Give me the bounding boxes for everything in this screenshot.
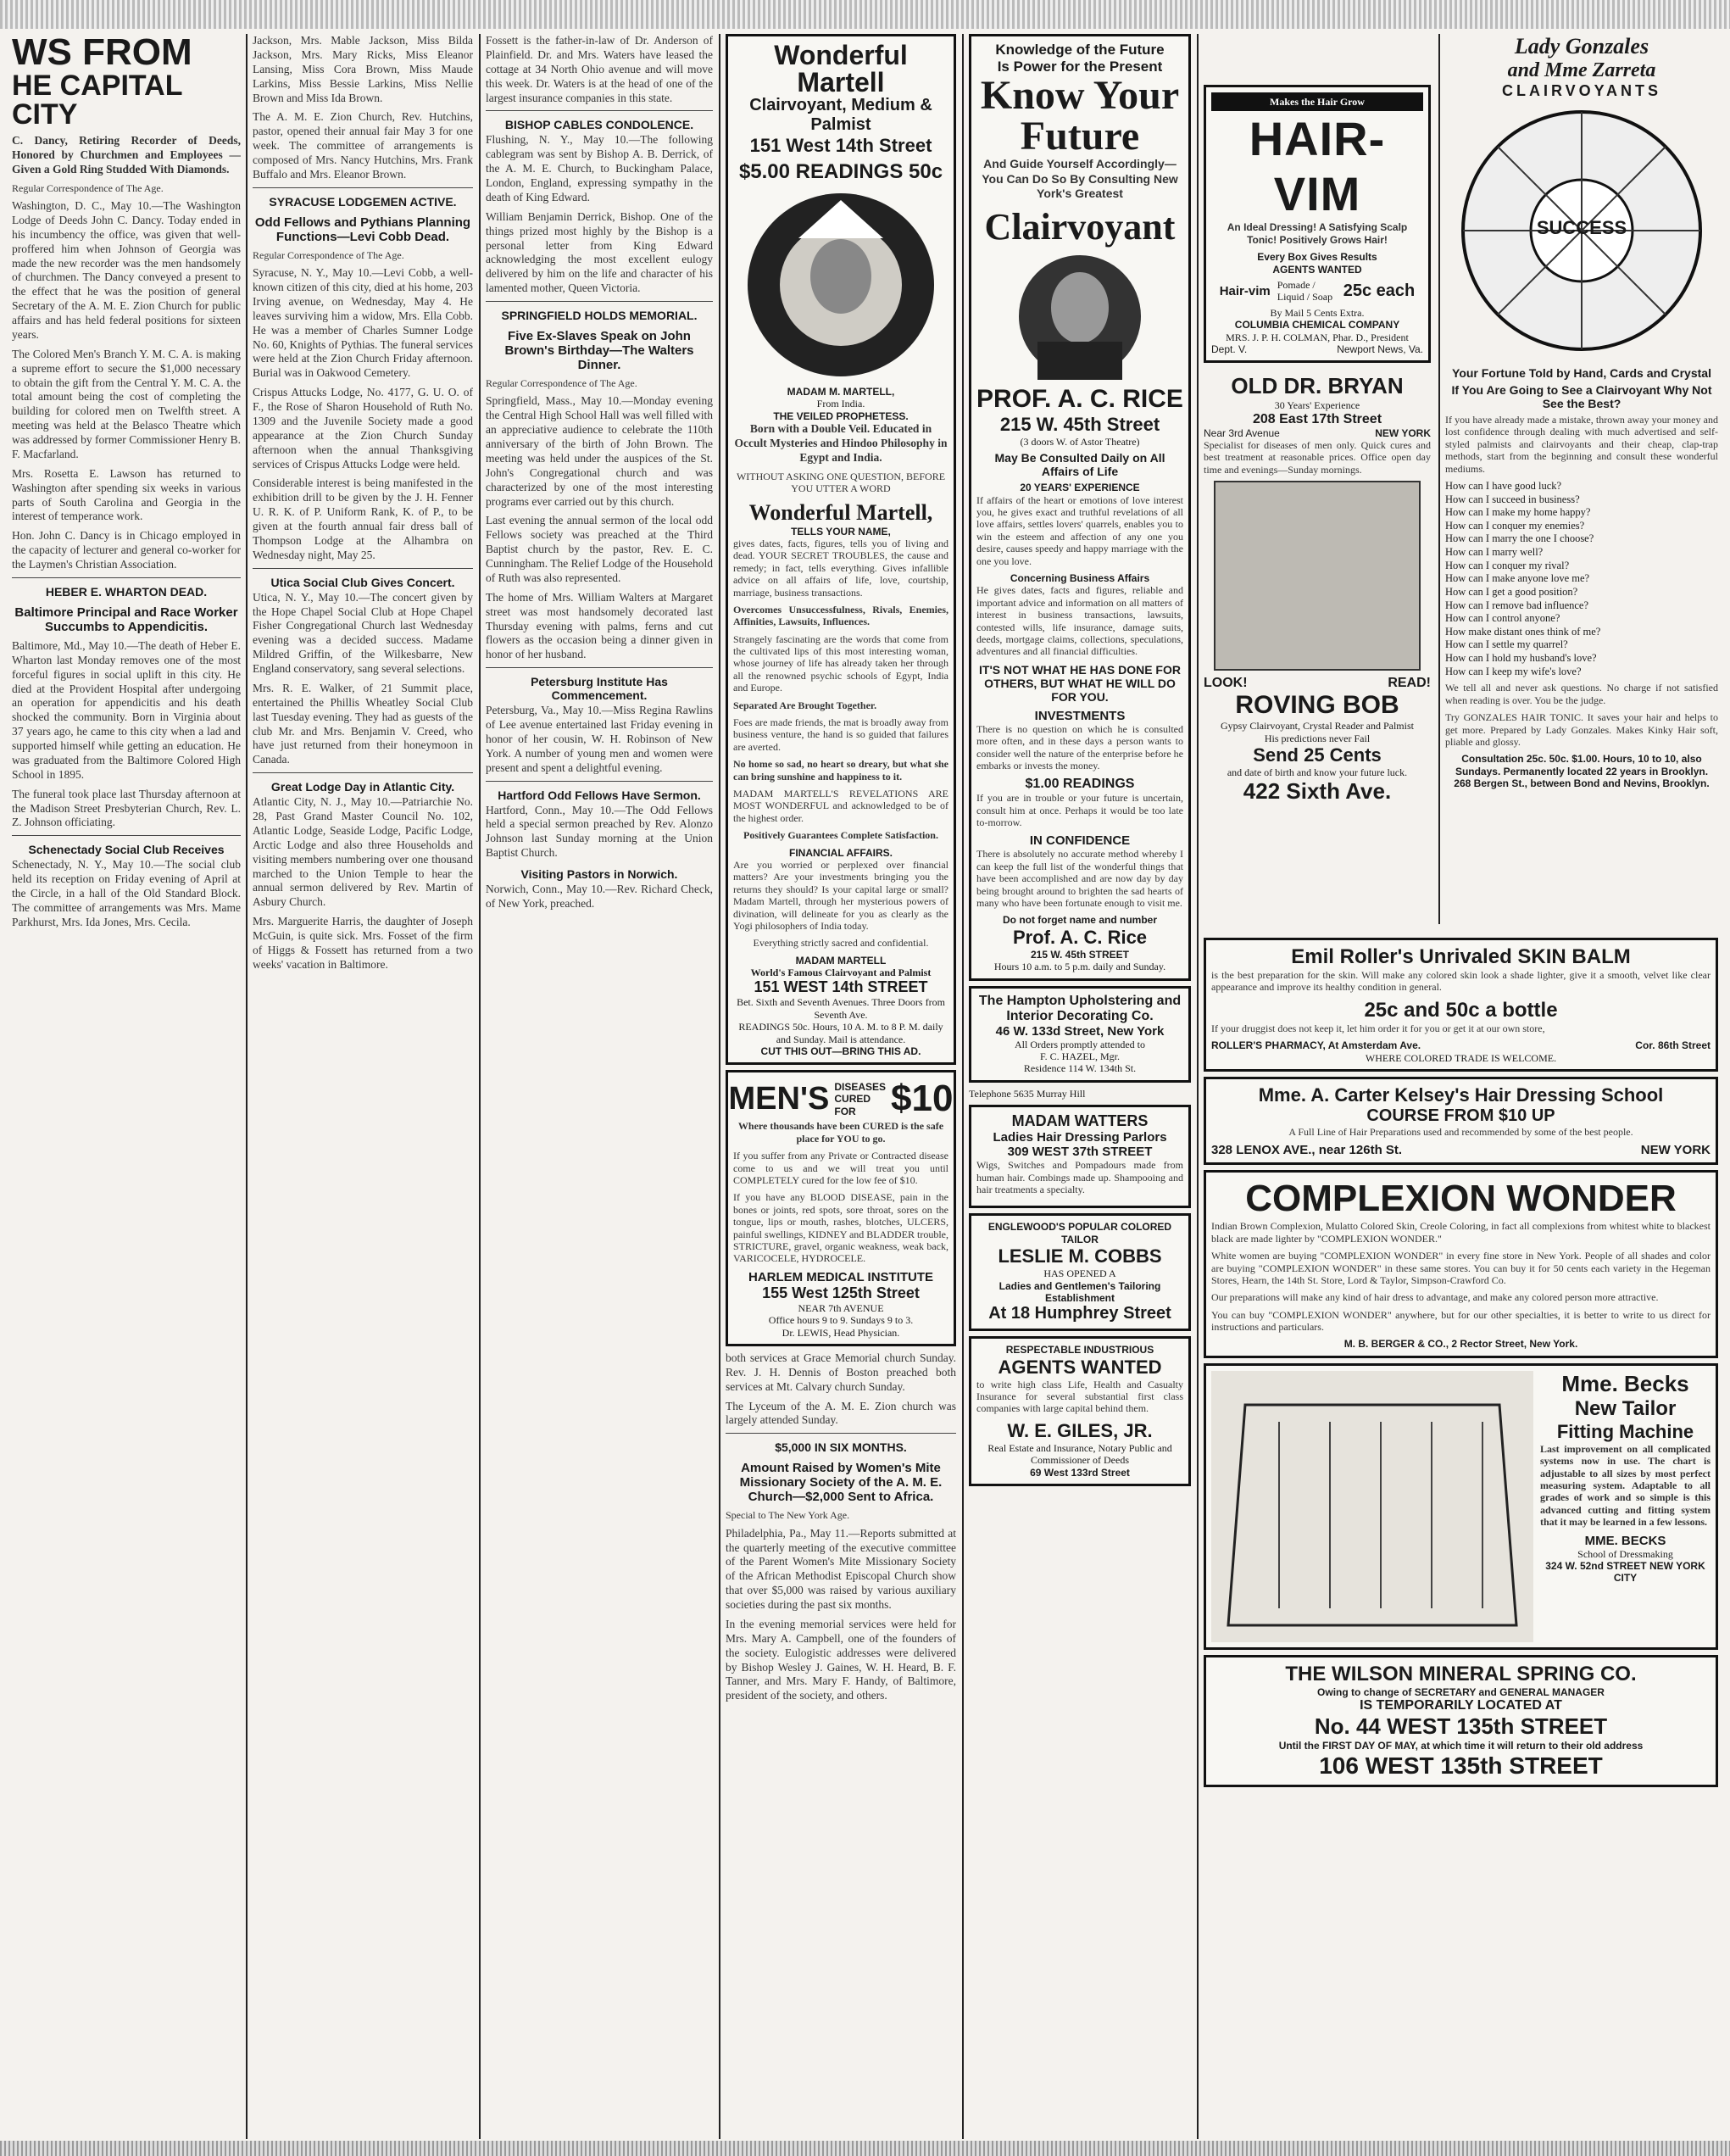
paragraph: Utica, N. Y., May 10.—The concert given by the Hope Chapel Social Club at Hope Chapel Fisher Congregational Church last Wednesday evening was a decided success. Madame Mildred Griffin, of the Wilkesbarre, New England conservatory, sang several selections. [253,590,473,676]
ad-text: ENGLEWOOD'S POPULAR COLORED TAILOR [987,1221,1172,1245]
ad-text: LOOK! [1204,676,1248,691]
ad-address: 215 W. 45th STREET [1030,948,1130,961]
question-item: How can I settle my quarrel? [1445,638,1568,651]
ad-text: Where thousands have been CURED is the safe place for YOU to go. [737,1120,944,1145]
ad-text: Newport News, Va. [1337,343,1423,355]
ad-text: No home so sad, no heart so dreary, but what she can bring sunshine and happiness to it. [733,758,948,783]
ad-text: Separated Are Brought Together. [733,699,877,711]
ad-title: Know Your [980,73,1180,118]
question-item: How can I keep my wife's love? [1445,665,1582,677]
ad-address: 69 West 133rd Street [1030,1466,1130,1479]
paragraph: Philadelphia, Pa., May 11.—Reports submitted at the quarterly meeting of the executive committee of the Parent Women's Mite Missionary Society of the African Methodist Episcopal Church show that over $5,000 was raised by various auxiliary societies during the past six months. [726,1526,956,1612]
ad-text: Bet. Sixth and Seventh Avenues. Three Doors from Seventh Ave. [737,996,945,1021]
ad-address: 324 W. 52nd STREET NEW YORK CITY [1545,1559,1705,1585]
ad-text: Office hours 9 to 9. Sundays 9 to 3. [768,1314,914,1327]
ad-text: There is no question on which he is consulted more often, and in these days a person wants to consider well the nature of the enterprise before he embarks or invests the money. [976,722,1183,772]
paragraph: Mrs. Rosetta E. Lawson has returned to Washington after spending six weeks in various parts of South Carolina and Georgia in the interest of temperance work. [12,466,241,523]
ad-text: Your Fortune Told by Hand, Cards and Crystal [1452,366,1711,380]
question-list [1445,480,1718,678]
question-item: How can I conquer my enemies? [1445,519,1585,532]
hampton-ad [969,986,1191,1083]
ad-company: COLUMBIA CHEMICAL COMPANY [1234,319,1400,331]
portrait-illustration [1012,253,1148,380]
column-rule [1197,34,1199,2139]
paragraph: both services at Grace Memorial church Sunday. Rev. J. H. Dennis of Boston preached both services at Mt. Calvary church Sunday. [726,1351,956,1393]
ad-text: Hair-vim [1219,283,1271,298]
ad-text: If affairs of the heart or emotions of love interest you, he gives exact and truthful revelations of all love affairs, settles lovers' quarrels, enables you to win the esteem and affection of any one you desire, causes speedy and happy marriage with the one you love. [976,493,1183,567]
ad-text: NEW YORK [1375,426,1431,439]
ad-text: READ! [1388,676,1431,691]
byline: Special to The New York Age. [726,1509,850,1522]
ad-title: OLD DR. BRYAN [1231,373,1404,399]
ad-title: Fitting Machine [1556,1420,1694,1442]
ad-text: Near 3rd Avenue [1204,426,1280,439]
ad-title: MEN'S [728,1080,830,1117]
section-subheading: Amount Raised by Women's Mite Missionary Society of the A. M. E. Church—$2,000 Sent to Africa. [739,1461,943,1505]
ad-text: IS TEMPORARILY LOCATED AT [1360,1698,1562,1713]
paragraph: Mrs. Marguerite Harris, the daughter of Joseph McGuin, is quite sick. Mrs. Fosset of the firm of Higgs & Fossett has returned from a two weeks' vacation in Baltimore. [253,915,473,971]
ad-subtitle: DISEASES CURED FOR [834,1080,887,1117]
section-heading: Great Lodge Day in Atlantic City. [270,780,455,794]
column-3 [486,34,713,2139]
ad-text: CUT THIS OUT—BRING THIS AD. [760,1045,921,1058]
ad-address: 155 West 125th Street [762,1284,920,1301]
byline: Regular Correspondence of The Age. [12,181,164,194]
ad-title: New Tailor [1574,1396,1677,1420]
ad-text: Try GONZALES HAIR TONIC. It saves your hair and helps to get more. Prepared by Lady Gonzales. Makes Kinky Hair soft, pliable and glossy. [1445,711,1718,748]
ad-text: Strangely fascinating are the words that come from the cultivated lips of this most interesting woman, whose journey of life has already taken her through all the renowned psychic schools of Egypt, India and Europe. [733,632,948,694]
column-4 [726,34,956,2139]
veiled-prophetess-illustration [739,187,943,382]
ad-text: Overcomes Unsuccessfulness, Rivals, Enemies, Affinities, Lawsuits, Influences. [733,603,948,628]
paragraph: The A. M. E. Zion Church, Rev. Hutchins, pastor, opened their annual fair May 3 for one week. The committee of arrangements is composed of Mrs. Nancy Hutchins, Mrs. Frank Buffalo and Mrs. Eleanor Brown. [253,110,473,181]
section-subheading: Five Ex-Slaves Speak on John Brown's Birthday—The Walters Dinner. [504,329,694,372]
wilson-mineral-spring-ad [1204,1655,1718,1787]
complexion-wonder-ad [1204,1170,1718,1358]
ad-text: Real Estate and Insurance, Notary Public and Commissioner of Deeds [987,1441,1172,1467]
ad-text: World's Famous Clairvoyant and Palmist [750,967,932,979]
success-label: SUCCESS [1536,217,1627,238]
ad-title: The Hampton Upholstering and [978,993,1182,1008]
paragraph: Flushing, N. Y., May 10.—The following cablegram was sent by Bishop A. B. Derrick, of the A. M. E. Church, to Buckingham Palace, London, England, expressing sympathy in the death of King Edward. [486,133,713,203]
paragraph: The funeral took place last Thursday afternoon at the Madison Street Presbyterian Church, Rev. L. Z. Johnson officiating. [12,787,241,829]
ad-text: Are you worried or perplexed over financial matters? Are your investments bringing you the returns they should? Is your capital large or small? Madam Martell, through her mysterious powers of divination, will delineate for you as clearly as the Yogi philosophers of India today. [733,858,948,932]
byline: Regular Correspondence of The Age. [253,248,404,261]
fitting-machine-illustration [1211,1371,1533,1642]
caption: From India. [816,398,865,410]
ad-title: THE WILSON MINERAL SPRING CO. [1285,1662,1637,1685]
question-item: How can I conquer my rival? [1445,559,1570,571]
wide-ads [1204,933,1718,1792]
column-2 [253,34,473,2139]
ad-text: gives dates, facts, figures, tells you of living and dead. YOUR SECRET TROUBLES, the cause and remedy; in fact, tells everything. Gives infallible advice on all affairs of life, love, courtship, marriage, business transactions. [733,537,948,599]
ad-text: NEW YORK [1640,1143,1711,1158]
paragraph: The Lyceum of the A. M. E. Zion church was largely attended Sunday. [726,1399,956,1427]
ad-text: Dept. V. [1211,343,1248,355]
ad-text: Pomade / Liquid / Soap [1277,278,1333,304]
ad-text: RESPECTABLE INDUSTRIOUS [1005,1344,1154,1357]
ad-address: 268 Bergen St., between Bond and Nevins, Brooklyn. [1454,777,1710,790]
section-subheading: Odd Fellows and Pythians Planning Functions—Levi Cobb Dead. [254,214,471,244]
paragraph: Hartford, Conn., May 10.—The Odd Fellows held a special sermon preached by Rev. Alonzo Johnson last Sunday morning at the Union Baptist Church. [486,803,713,860]
deck: C. Dancy, Retiring Recorder of Deeds, Honored by Churchmen and Employees — Given a Gold Ring Studded With Diamonds. [12,134,241,175]
ad-address: 422 Sixth Ave. [1243,778,1392,805]
question-item: How can I remove bad influence? [1445,599,1589,611]
ad-text: FINANCIAL AFFAIRS. [789,846,893,859]
ad-text: May Be Consulted Daily on All Affairs of Life [994,451,1165,479]
martell-ad [726,34,956,1065]
ad-price: $5.00 READINGS 50c [738,160,943,183]
paragraph: Schenectady, N. Y., May 10.—The social club held its reception on Friday evening of April at the Circle, in a hall of the Old Standard Block. The committee of arrangements was Mrs. Mame Parkhurst, Mrs. Ida Jones, Mrs. Cecila. [12,858,241,928]
paragraph: Baltimore, Md., May 10.—The death of Heber E. Wharton last Monday removes one of the most forceful figures in social uplift in this city. He died at the Provident Hospital after undergoing an operation for appendicitis and his death shocked the community. Born in Virginia about 37 years ago, he came to this city when a lad and supported himself while getting an education. He was graduated from the Baltimore Colored High School in 1895. [12,638,241,781]
section-subheading: Baltimore Principal and Race Worker Succumbs to Appendicitis. [14,604,238,634]
ad-text: Ladies and Gentlemen's Tailoring Establishment [999,1279,1161,1304]
section-heading: Petersburg Institute Has Commencement. [531,675,668,703]
caption: MADAM M. MARTELL, [787,386,895,398]
column-6 [1204,34,1431,924]
ad-address: At 18 Humphrey Street [988,1304,1171,1323]
ad-text: M. B. BERGER & CO., 2 Rector Street, New York. [1343,1338,1578,1351]
paragraph: Mrs. R. E. Walker, of 21 Summit place, entertained the Phillis Wheatley Social Club last Tuesday evening. They had as guests of the club Mr. and Mrs. Benjamin V. Creed, who have just returned from their honeymoon in Canada. [253,681,473,766]
ad-subtitle: Ladies Hair Dressing Parlors [993,1130,1167,1145]
ad-text: School of Dressmaking [1577,1547,1673,1560]
byline: Regular Correspondence of The Age. [486,377,637,389]
ad-text: IN CONFIDENCE [1029,833,1131,849]
section-heading: $5,000 IN SIX MONTHS. [775,1440,907,1455]
ad-text: TELLS YOUR NAME, [791,525,891,538]
paragraph: Considerable interest is being manifested in the exhibition drill to be given by the J. H. Fenner U. R. K. of P. Uniform Rank, K. of P., to be given at the fourth annual fair dress ball of Thompson Lodge at the Alhambra on Wednesday night, May 25. [253,476,473,561]
ad-text: and date of birth and know your future luck. [1227,766,1408,779]
mens-diseases-ad [726,1070,956,1345]
ad-text: Telephone 5635 Murray Hill [969,1087,1086,1100]
ad-text: We tell all and never ask questions. No charge if not satisfied when reading is over. You be the judge. [1445,682,1718,706]
ad-text: Everything strictly sacred and confidential. [753,937,929,950]
ad-title: Lady Gonzales [1514,34,1649,58]
section-heading: Visiting Pastors in Norwich. [520,867,678,882]
paragraph: The Colored Men's Branch Y. M. C. A. is making a supreme effort to secure the $1,000 necessary to obtain the gift from the Central Y. M. C. A. the total amount being the cost of completing the building for colored men on Twelfth street. A meeting was held at the Belasco Theatre which was addressed by former Commissioner Henry B. F. Macfarland. [12,347,241,460]
ad-address: 151 West 14th Street [749,135,932,156]
ad-text: WITHOUT ASKING ONE QUESTION, BEFORE YOU UTTER A WORD [736,470,946,495]
paragraph: The home of Mrs. William Walters at Margaret street was most handsomely decorated last Thursday evening with palms, ferns and cut flowers as the occasion being a dinner given in honor of her husband. [486,590,713,661]
ad-text: Every Box Gives Results [1257,251,1377,264]
question-item: How can I hold my husband's love? [1445,652,1597,665]
ad-text: Wigs, Switches and Pompadours made from human hair. Combings made up. Shampooing and hair treatments a specialty. [976,1159,1183,1195]
ad-subtitle: CLAIRVOYANTS [1501,82,1662,99]
paragraph: Washington, D. C., May 10.—The Washington Lodge of Deeds John C. Dancy. Today ended in his incumbency the office, was given that well-proffered him when Johnson of Georgia was made the new recorder was the men handsomely of churchmen. The Dancy conveyed a present to the effect that he was the position of general Secretary of the A. M. E. Zion Church for public affairs and has held federal positions for sixteen years. [12,199,241,341]
ad-address: 106 WEST 135th STREET [1319,1752,1603,1779]
caption: THE VEILED PROPHETESS. [773,409,909,422]
question-item: How make distant ones think of me? [1445,625,1601,638]
ad-text: There is absolutely no accurate method whereby I can keep the full list of the wonderful things that have been accomplished and are now day by day being brought around to brighten the sad hearts of many who have been fortunate enough to visit me. [976,848,1183,910]
ad-text: Dr. LEWIS, Head Physician. [782,1326,900,1339]
ad-text: You can buy "COMPLEXION WONDER" anywhere, but for our other specialties, it is better to write to us direct for instructions and particulars. [1211,1308,1711,1334]
paragraph: Fossett is the father-in-law of Dr. Anderson of Plainfield. Dr. and Mrs. Waters have leased the cottage at 34 North Ohio avenue and will move this week. Dr. Waters is at the head of one of the largest insurance companies in this state. [486,34,713,104]
question-item: How can I marry well? [1445,546,1544,559]
ad-subtitle: Clairvoyant, Medium & Palmist [749,96,932,134]
ad-title: and Mme Zarreta [1507,59,1656,81]
ad-text: If you have already made a mistake, thrown away your money and lost confidence through dealing with much advertised and self-styled palmists and clairvoyants and their cheap, clap-trap methods, start from the beginning and consult these wonderful mediums. [1445,414,1718,475]
question-item: How can I make anyone love me? [1445,572,1590,585]
ad-address: 151 WEST 14th STREET [754,978,928,996]
ad-text: READINGS 50c. Hours, 10 A. M. to 8 P. M. daily and Sunday. Mail is attendance. [738,1021,943,1045]
ad-text: White women are buying "COMPLEXION WONDER" in every fine store in New York. People of all shades and color are buying "COMPLEXION WONDER" in these same stores. You can buy it for 50 cents each variety in the Hegeman Stores, Hearn, the 14th St. Store, Lord & Taylor, Simpson-Crawford Co. [1211,1250,1711,1286]
kelsey-ad [1204,1077,1718,1165]
section-heading: SYRACUSE LODGEMEN ACTIVE. [269,194,457,209]
ad-intro: Born with a Double Veil. Educated in Occult Mysteries and Hindoo Philosophy in Egypt and India. [734,422,948,464]
ad-subtitle: An Ideal Dressing! A Satisfying Scalp Tonic! Positively Grows Hair! [1227,221,1408,246]
ad-text: Consultation 25c. 50c. $1.00. Hours, 10 to 10, also Sundays. Permanently located 22 years in Brooklyn. [1455,753,1709,777]
ad-text: All Orders promptly attended to [1015,1038,1145,1050]
ad-text: If You Are Going to See a Clairvoyant Why Not See the Best? [1451,383,1712,410]
giles-ad [969,1336,1191,1486]
ad-title: Emil Roller's Unrivaled SKIN BALM [1291,945,1631,968]
ad-text: A Full Line of Hair Preparations used and recommended by some of the best people. [1288,1125,1633,1138]
ad-title: Mme. Becks [1561,1370,1689,1396]
paragraph: Springfield, Mass., May 10.—Monday evening the Central High School Hall was well filled with an appreciative audience to celebrate the 110th anniversary of the birth of John Brown. The meeting was held under the auspices of the St. John's Congregational church and was characterized by one of the most interesting programs ever carried out by this church. [486,394,713,508]
ad-name: W. E. GILES, JR. [1007,1419,1153,1441]
column-rule [246,34,248,2139]
ad-text: His predictions never Fail [1264,732,1371,744]
ad-text: By Mail 5 Cents Extra. [1270,306,1365,319]
paragraph: Jackson, Mrs. Mable Jackson, Miss Bilda Jackson, Mrs. Mary Ricks, Miss Eleanor Lansing, Miss Cora Brown, Miss Maude Larkins, Miss Bessie Larkins, Miss Nellie Brown and Miss Ida Brown. [253,34,473,104]
headline-2: HE CAPITAL CITY [12,70,182,131]
ad-address: 328 LENOX AVE., near 126th St. [1211,1143,1403,1158]
ad-text: $1.00 READINGS [1025,777,1135,792]
ad-text: INVESTMENTS [1034,708,1126,723]
section-heading: Schenectady Social Club Receives [28,843,225,857]
ad-title: ROVING BOB [1235,691,1399,720]
headline-1: WS FROM [12,34,192,73]
ad-title: Clairvoyant [984,205,1176,248]
column-rule [962,34,964,2139]
ad-text: He gives dates, facts and figures, reliable and important advice and information on all matters of interest in business transactions, lawsuits, contested wills, life insurance, damage suits, deeds, mortgage claims, collections, speculations, adventures and all financial difficulties. [976,584,1183,658]
ad-title: AGENTS WANTED [998,1356,1162,1378]
paragraph: Petersburg, Va., May 10.—Miss Regina Rawlins of Lee avenue entertained last Friday evening in honor of her cousin, W. H. Robinson of New York. A number of young men and women were present and spent a delightful evening. [486,704,713,774]
ad-price: 25c and 50c a bottle [1364,998,1558,1022]
column-rule [479,34,481,2139]
ad-subtitle: COURSE FROM $10 UP [1366,1106,1555,1125]
column-rule [1438,34,1440,924]
ad-text: Indian Brown Complexion, Mulatto Colored Skin, Creole Coloring, in fact all complexions from whitest white to blackest black are made lighter by "COMPLEXION WONDER." [1211,1220,1711,1245]
paragraph: Norwich, Conn., May 10.—Rev. Richard Check, of New York, preached. [486,883,713,910]
column-1 [12,34,241,2139]
rice-ad [969,34,1191,981]
ad-tagline: Knowledge of the Future [995,42,1165,58]
ad-text: Specialist for diseases of men only. Quick cures and best treatment at reasonable prices. Office open day time and evenings—Sunday mornings. [1204,439,1431,476]
ad-title: COMPLEXION WONDER [1245,1178,1677,1220]
ad-address: 208 East 17th Street [1252,411,1382,426]
roller-skin-balm-ad [1204,938,1718,1072]
ad-text: Positively Guarantees Complete Satisfaction. [743,829,938,842]
ad-text: to write high class Life, Health and Casualty Insurance for several substantial first class companies with large capital behind them. [976,1378,1183,1415]
ad-text: Last improvement on all complicated systems now in use. The chart is adjustable to all sizes by most perfect measuring system. Adaptable to all grades of work and so simple is this advanced cutting and fitting system that it may be learned in a few lessons. [1540,1442,1711,1529]
ad-name: Prof. A. C. Rice [1012,926,1148,948]
ad-text: 20 YEARS' EXPERIENCE [1020,482,1140,494]
ad-subtitle: And Guide Yourself Accordingly— You Can Do So By Consulting New York's Greatest [982,157,1178,200]
bryan-ad [1204,373,1431,476]
section-heading: Hartford Odd Fellows Have Sermon. [498,788,701,802]
ad-address: 215 W. 45th Street [999,413,1160,435]
ad-text: Gypsy Clairvoyant, Crystal Reader and Palmist [1221,720,1414,733]
question-item: How can I get a good position? [1445,585,1578,598]
ad-text: Cor. 86th Street [1635,1039,1711,1052]
watters-ad [969,1105,1191,1208]
paragraph: Last evening the annual sermon of the local odd Fellows society was preached at the Third Baptist church by the pastor, Rev. E. C. Cunningham. The Relief Lodge of the Household of Ruth was also represented. [486,514,713,584]
paragraph: Crispus Attucks Lodge, No. 4177, G. U. O. of F., the Rose of Sharon Household of Ruth No. 1309 and the Juvenile Society made a good appearance at the Zion Church Sunday afternoon when the annual Thanksgiving services of Crispus Attucks Lodge were held. [253,386,473,471]
ad-price: 25c each [1343,281,1416,300]
ad-text: MRS. J. P. H. COLMAN, Phar. D., President [1226,331,1409,343]
ad-text: ROLLER'S PHARMACY, At Amsterdam Ave. [1211,1039,1421,1052]
ad-text: Owing to change of SECRETARY and GENERAL MANAGER [1317,1685,1605,1698]
section-heading: Utica Social Club Gives Concert. [270,575,455,589]
paragraph: Atlantic City, N. J., May 10.—Patriarchie No. 28, Past Grand Master Council No. 102, Atlantic Lodge, Seaside Lodge, Pacific Lodge, Arctic Lodge and also three Households and visiting members numbering over one thousand marched to the Union Temple to hear the annual sermon delivered by Rev. Martin of Asbury Church. [253,795,473,909]
becks-ad [1204,1363,1718,1650]
ad-text: If your druggist does not keep it, let him order it for you or get it at our own store, [1211,1022,1545,1034]
ad-text: NEAR 7th AVENUE [798,1301,884,1314]
ad-price: Send 25 Cents [1253,744,1382,766]
section-heading: HEBER E. WHARTON DEAD. [45,584,208,599]
hair-vim-ad [1204,85,1431,363]
ad-text: 30 Years' Experience [1274,399,1360,412]
ad-name: MME. BECKS [1584,1533,1666,1548]
roving-bob-photo [1214,481,1421,671]
question-item: How can I have good luck? [1445,479,1562,492]
ad-text: Foes are made friends, the mat is broadly away from business venture, the hand is so guided that failures are averted. [733,716,948,753]
ad-title: HAIR-VIM [1249,112,1386,221]
ad-text: If you are in trouble or your future is uncertain, consult him at once. Perhaps it would be too late to-morrow. [976,792,1183,829]
ad-text: is the best preparation for the skin. Will make any colored skin look a shade lighter, give it a smooth, velvet like clear appearance and improve its healthy condition in general. [1211,969,1711,994]
question-item: How can I control anyone? [1445,612,1560,625]
paragraph: William Benjamin Derrick, Bishop. One of the things prized most highly by the Bishop is a personal letter from King Edward acknowledging the most excellent eulogy delivered by him on the life and character of his lamented mother, Queen Victoria. [486,209,713,295]
ad-text: MADAM MARTELL'S REVELATIONS ARE MOST WONDERFUL and acknowledged to be of the highest order. [733,788,948,824]
question-item: How can I make my home happy? [1445,506,1591,519]
ad-title: Future [1020,114,1140,159]
ad-address: No. 44 WEST 135th STREET [1314,1713,1608,1740]
cobbs-ad [969,1213,1191,1331]
ad-title: Interior Decorating Co. [1006,1008,1154,1023]
section-heading: SPRINGFIELD HOLDS MEMORIAL. [501,309,698,322]
ad-text: Until the FIRST DAY OF MAY, at which time it will return to their old address [1278,1740,1644,1752]
ad-company: HARLEM MEDICAL INSTITUTE [748,1269,934,1284]
ad-banner: Makes the Hair Grow [1211,92,1423,111]
column-rule [719,34,720,2139]
ad-text: HAS OPENED A [1043,1267,1116,1280]
question-item: How can I marry the one I choose? [1445,532,1594,545]
ad-text: MADAM MARTELL [795,954,887,967]
ad-text: IT'S NOT WHAT HE HAS DONE FOR OTHERS, BUT WHAT HE WILL DO FOR YOU. [979,662,1181,704]
ad-text: Do not forget name and number [1002,914,1157,927]
ad-name: Wonderful Martell, [748,499,933,525]
column-5 [969,34,1191,2139]
section-heading: BISHOP CABLES CONDOLENCE. [504,118,694,132]
ad-title: MADAM WATTERS [1011,1112,1149,1130]
ad-text: Concerning Business Affairs [1010,572,1150,585]
ad-text: WHERE COLORED TRADE IS WELCOME. [1365,1051,1557,1064]
ad-text: If you suffer from any Private or Contracted disease come to us and we will treat you until COMPLETELY cured for the low fee of $10. [733,1150,948,1186]
paragraph: Syracuse, N. Y., May 10.—Levi Cobb, a well-known citizen of this city, died at his home, 203 Irving avenue, on Wednesday, May 4. He leaves surviving him a widow, Mrs. Ella Cobb. He was a member of Charles Sumner Lodge No. 60, Knights of Pythias. The funeral services were held at the Zion Church Friday afternoon. Burial was in Oakwood Cemetery. [253,266,473,380]
ad-title: Wonderful Martell [774,40,908,97]
ad-text: If you have any BLOOD DISEASE, pain in the bones or joints, red spots, sore throat, sores on the tongue, lips or mouth, rashes, blotches, ULCERS, painful swellings, KIDNEY and BLADDER trouble, STRICTURE, gravel, organic weakness, weak back, VARICOCELE, HYDROCELE. [733,1191,948,1265]
paragraph: Hon. John C. Dancy is in Chicago employed in the capacity of lecturer and general co-worker for the Laymen's Christian Association. [12,529,241,571]
ad-address: 46 W. 133d Street, New York [995,1023,1165,1039]
paragraph: In the evening memorial services were held for Mrs. Mary A. Campbell, one of the founders of the society. Eulogistic addresses were delivered by Bishop Wesley J. Gaines, W. H. Heard, B. F. Tanner, and Mrs. Mary F. Handy, of Baltimore, president of the society, and others. [726,1617,956,1702]
ad-text: AGENTS WANTED [1272,263,1362,276]
ad-tagline: Is Power for the Present [997,58,1163,75]
ad-title: Mme. A. Carter Kelsey's Hair Dressing School [1258,1084,1664,1106]
question-item: How can I succeed in business? [1445,493,1580,505]
ad-text: Hours 10 a.m. to 5 p.m. daily and Sunday. [993,961,1166,973]
ad-address: 309 WEST 37th STREET [1007,1145,1153,1160]
ad-text: F. C. HAZEL, Mgr. [1039,1050,1121,1062]
column-7 [1445,34,1718,924]
ad-text: (3 doors W. of Astor Theatre) [1020,435,1140,448]
ad-text: Residence 114 W. 134th St. [1023,1062,1137,1075]
ad-title: LESLIE M. COBBS [998,1245,1162,1267]
bottom-margin-band [0,2141,1730,2156]
top-margin-band [0,0,1730,29]
ad-name: PROF. A. C. RICE [976,384,1183,413]
ad-price: $10 [891,1078,954,1120]
ad-text: Our preparations will make any kind of hair dress to advantage, and make any colored person more attractive. [1211,1291,1659,1304]
